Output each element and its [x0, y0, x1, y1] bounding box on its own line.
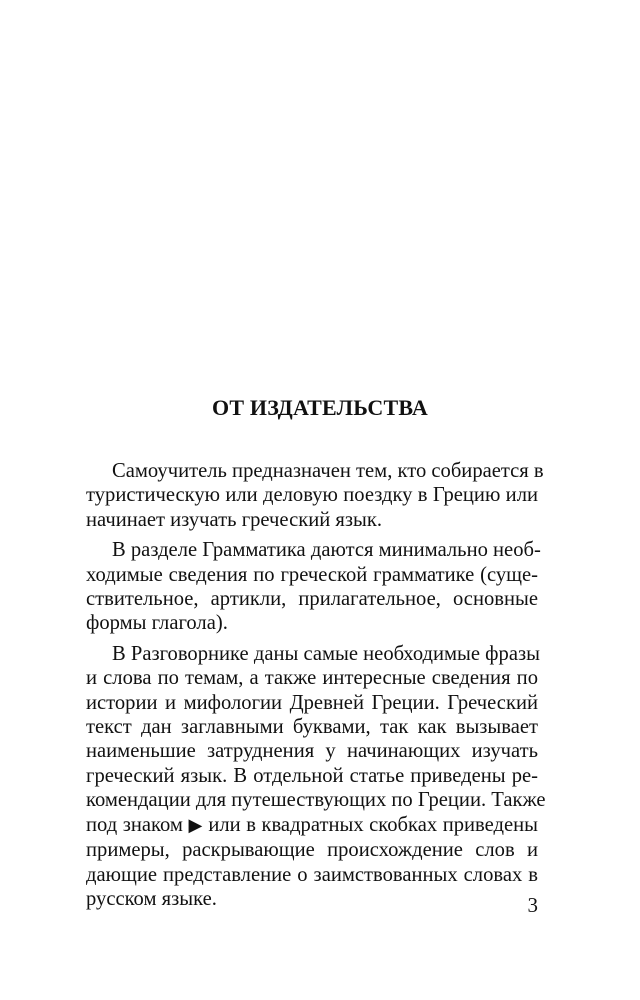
- paragraph-2: [86, 538, 541, 636]
- text-line: текст дан заглавными буквами, так как вызывает: [86, 716, 538, 739]
- paragraph-3: [86, 642, 546, 911]
- paragraph-1: [86, 459, 544, 532]
- text-line: Самоучитель предназначен тем, кто собирается в: [112, 460, 544, 482]
- marker-text-after: или в квадратных скобках приведены: [208, 813, 539, 836]
- text-line: ходимые сведения по греческой грамматике (суще-: [86, 563, 538, 586]
- text-line: греческий язык. В отдельной статье приведены ре-: [86, 764, 538, 787]
- page-number: 3: [527, 893, 538, 917]
- text-line: примеры, раскрывающие происхождение слов и: [86, 839, 538, 862]
- text-line-with-marker: [86, 813, 538, 838]
- text-line: истории и мифологии Древней Греции. Греческий: [86, 691, 538, 714]
- text-line: начинает изучать греческий язык.: [86, 508, 383, 531]
- text-line: В разделе Грамматика даются минимально необ-: [112, 539, 541, 562]
- text-line: В Разговорнике даны самые необходимые фразы: [112, 642, 540, 665]
- text-line: формы глагола).: [86, 612, 228, 635]
- section-heading: ОТ ИЗДАТЕЛЬСТВА: [212, 395, 428, 420]
- marker-text-before: под знаком: [86, 813, 183, 836]
- text-line: туристическую или деловую поездку в Грецию или: [86, 484, 538, 507]
- text-line: комендации для путешествующих по Греции. Также: [86, 789, 546, 812]
- body-text: [86, 459, 546, 917]
- text-line: ствительное, артикли, прилагательное, основные: [86, 588, 538, 611]
- text-line: и слова по темам, а также интересные сведения по: [86, 667, 538, 690]
- text-line: наименьшие затруднения у начинающих изучать: [86, 740, 538, 763]
- play-triangle-icon: ▶: [188, 814, 203, 836]
- text-line: русском языке.: [86, 887, 217, 910]
- text-line: дающие представление о заимствованных словах в: [86, 863, 538, 886]
